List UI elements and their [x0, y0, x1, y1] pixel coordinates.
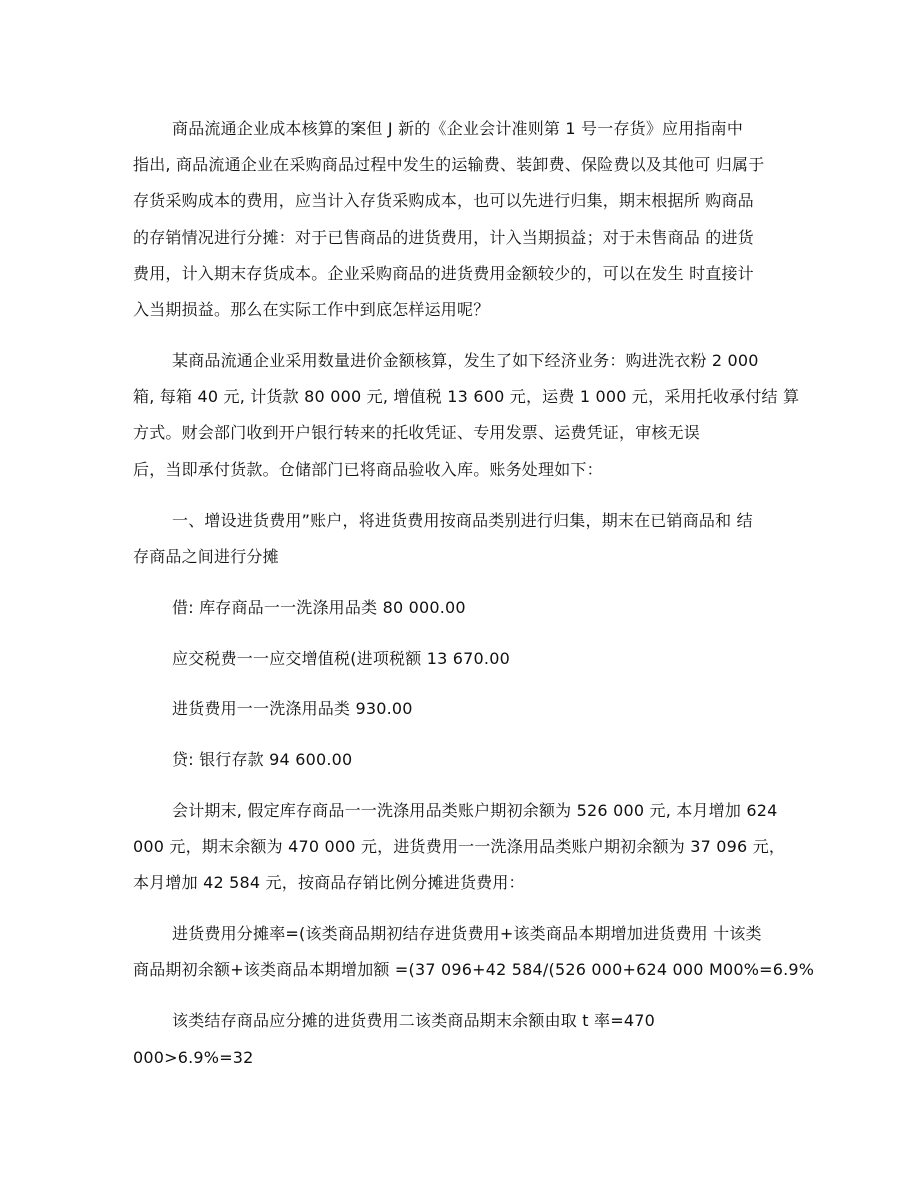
ending-allocation-line-1: 该类结存商品应分摊的进货费用二该类商品期末余额由取 t 率=470: [172, 1011, 655, 1030]
debit-inventory-entry: 借: 库存商品一一洗涤用品类 80 000.00: [172, 598, 466, 617]
method-line-1: 一、增设进货费用”账户，将进货费用按商品类别进行归集，期末在已销商品和 结: [172, 511, 753, 530]
debit-vat-entry: 应交税费一一应交增值税(进项税额 13 670.00: [172, 649, 510, 668]
period-end-line-3: 本月增加 42 584 元，按商品存销比例分摊进货费用：: [133, 873, 525, 892]
intro-line-1: 商品流通企业成本核算的案但 J 新的《企业会计准则第 1 号一存货》应用指南中: [172, 119, 744, 138]
method-line-2: 存商品之间进行分摊: [133, 547, 279, 566]
allocation-rate-line-2: 商品期初余额+该类商品本期增加额 =(37 096+42 584/(526 000+624 000 M00%=6.9%: [133, 960, 815, 979]
ending-allocation-line-2: 000>6.9%=32: [133, 1048, 254, 1067]
intro-line-3: 存货采购成本的费用，应当计入存货采购成本，也可以先进行归集，期末根据所 购商品: [133, 191, 754, 210]
allocation-rate-line-1: 进货费用分摊率=(该类商品期初结存进货费用+该类商品本期增加进货费用 十该类: [172, 924, 762, 943]
debit-purchase-expense-entry: 进货费用一一洗涤用品类 930.00: [172, 699, 413, 718]
period-end-line-2: 000 元，期末余额为 470 000 元，进货费用一一洗涤用品类账户期初余额为 37 096 元，: [133, 837, 786, 856]
intro-line-2: 指出, 商品流通企业在采购商品过程中发生的运输费、装卸费、保险费以及其他可 归属于: [133, 155, 765, 174]
intro-line-4: 的存销情况进行分摊：对于已售商品的进货费用，计入当期损益；对于未售商品 的进货: [133, 228, 754, 247]
period-end-line-1: 会计期末, 假定库存商品一一洗涤用品类账户期初余额为 526 000 元, 本月增加 624: [172, 801, 778, 820]
case-line-2: 箱, 每箱 40 元, 计货款 80 000 元, 增值税 13 600 元，运费 1 000 元，采用托收承付结 算: [133, 387, 800, 406]
intro-line-6: 入当期损益。那么在实际工作中到底怎样运用呢？: [133, 300, 490, 319]
intro-line-5: 费用，计入期末存货成本。企业采购商品的进货费用金额较少的，可以在发生 时直接计: [133, 264, 754, 283]
case-line-4: 后，当即承付货款。仓储部门已将商品验收入库。账务处理如下：: [133, 460, 603, 479]
case-line-1: 某商品流通企业采用数量进价金额核算，发生了如下经济业务：购进洗衣粉 2 000: [172, 351, 759, 370]
case-line-3: 方式。财会部门收到开户银行转来的托收凭证、专用发票、运费凭证，审核无误: [133, 423, 701, 442]
credit-bank-entry: 贷: 银行存款 94 600.00: [172, 750, 353, 769]
